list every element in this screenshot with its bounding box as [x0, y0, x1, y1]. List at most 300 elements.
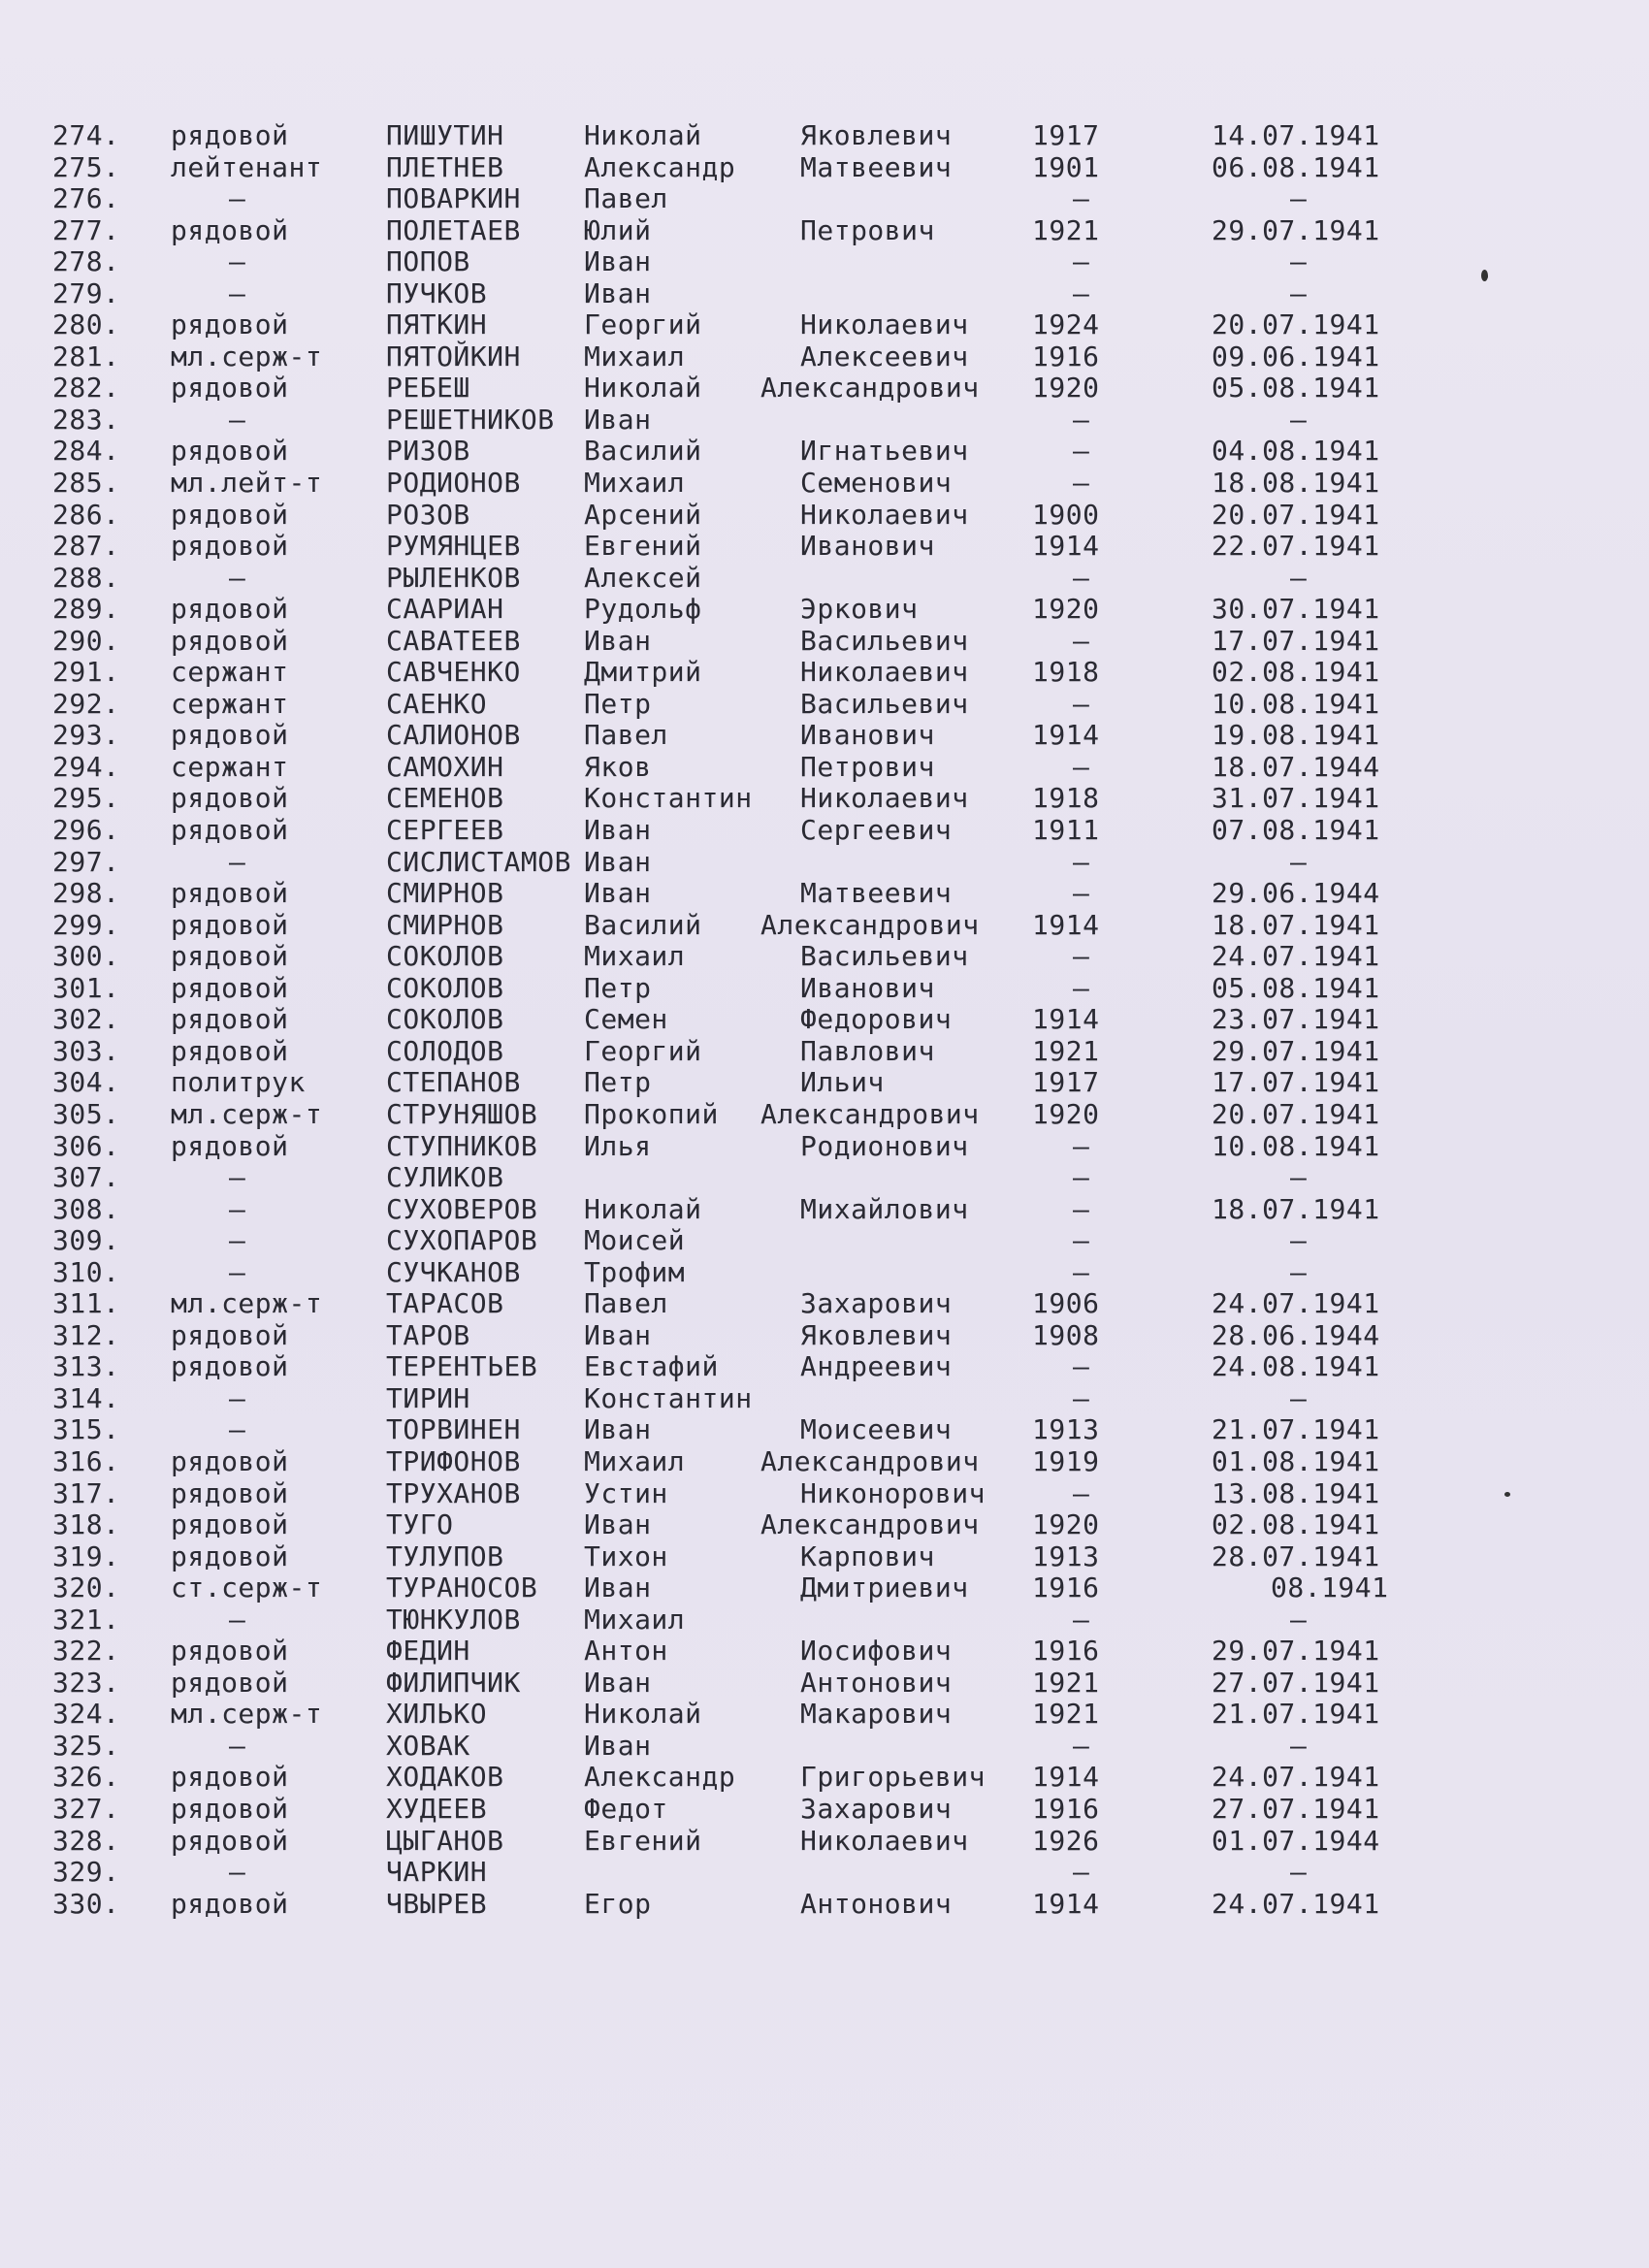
roster-row — [0, 815, 1649, 847]
birth-year: 1914 — [1032, 530, 1100, 563]
military-rank: рядовой — [171, 1476, 289, 1509]
given-name: Иван — [584, 877, 652, 910]
birth-year: – — [1073, 435, 1090, 468]
military-rank: лейтенант — [171, 150, 323, 183]
date-of-loss: – — [1290, 1224, 1308, 1257]
date-of-loss: 18.07.1944 — [1212, 750, 1380, 783]
military-rank: политрук — [171, 1066, 306, 1099]
patronymic: Захарович — [800, 1792, 953, 1825]
roster-row — [0, 878, 1649, 910]
entry-number: 311. — [52, 1287, 120, 1320]
entry-number: 317. — [52, 1476, 120, 1509]
surname: СТРУНЯШОВ — [386, 1097, 538, 1130]
patronymic: Васильевич — [800, 624, 969, 657]
entry-number: 293. — [52, 719, 120, 752]
roster-row — [0, 341, 1649, 373]
surname: СЕМЕНОВ — [386, 782, 504, 815]
birth-year: – — [1073, 624, 1090, 657]
entry-number: 304. — [52, 1066, 120, 1099]
military-rank: – — [229, 276, 246, 309]
patronymic: Яковлевич — [800, 1318, 953, 1351]
surname: ПЯТКИН — [386, 308, 488, 341]
roster-row — [0, 847, 1649, 879]
surname: ХИЛЬКО — [386, 1698, 488, 1731]
patronymic: Александрович — [760, 372, 980, 405]
date-of-loss: – — [1290, 276, 1308, 309]
given-name: Георгий — [584, 1034, 702, 1067]
military-rank: рядовой — [171, 1666, 289, 1699]
given-name: Иван — [584, 1666, 652, 1699]
date-of-loss: – — [1290, 1856, 1308, 1889]
patronymic: Карпович — [800, 1539, 935, 1572]
military-rank: – — [229, 403, 246, 436]
surname: РЫЛЕНКОВ — [386, 561, 521, 594]
given-name: Иван — [584, 814, 652, 847]
surname: ТЕРЕНТЬЕВ — [386, 1350, 538, 1383]
date-of-loss: 22.07.1941 — [1212, 530, 1380, 563]
patronymic: Николаевич — [800, 498, 969, 531]
patronymic: Петрович — [800, 213, 935, 246]
surname: РЕБЕШ — [386, 372, 470, 405]
birth-year: 1914 — [1032, 1761, 1100, 1794]
surname: ПИШУТИН — [386, 119, 504, 151]
entry-number: 286. — [52, 498, 120, 531]
entry-number: 282. — [52, 372, 120, 405]
patronymic: Николаевич — [800, 782, 969, 815]
date-of-loss: – — [1290, 1729, 1308, 1762]
patronymic: Николаевич — [800, 656, 969, 689]
patronymic: Матвеевич — [800, 877, 953, 910]
date-of-loss: – — [1290, 561, 1308, 594]
date-of-loss: 31.07.1941 — [1212, 782, 1380, 815]
surname: ХОВАК — [386, 1729, 470, 1762]
date-of-loss: 14.07.1941 — [1212, 119, 1380, 151]
date-of-loss: 20.07.1941 — [1212, 1097, 1380, 1130]
military-rank: рядовой — [171, 1034, 289, 1067]
surname: ПЯТОЙКИН — [386, 340, 521, 373]
entry-number: 307. — [52, 1161, 120, 1194]
entry-number: 319. — [52, 1539, 120, 1572]
military-rank: рядовой — [171, 1129, 289, 1162]
birth-year: 1914 — [1032, 1887, 1100, 1920]
given-name: Василий — [584, 435, 702, 468]
date-of-loss: 02.08.1941 — [1212, 1508, 1380, 1541]
surname: ЧАРКИН — [386, 1856, 488, 1889]
given-name: Николай — [584, 372, 702, 405]
roster-row — [0, 1099, 1649, 1131]
roster-row — [0, 1320, 1649, 1352]
surname: ПОПОВ — [386, 245, 470, 278]
given-name: Алексей — [584, 561, 702, 594]
birth-year: – — [1073, 1350, 1090, 1383]
military-rank: рядовой — [171, 908, 289, 941]
patronymic: Александрович — [760, 1444, 980, 1477]
birth-year: – — [1073, 1255, 1090, 1288]
birth-year: 1921 — [1032, 1698, 1100, 1731]
roster-row — [0, 941, 1649, 973]
military-rank: рядовой — [171, 1318, 289, 1351]
entry-number: 285. — [52, 467, 120, 500]
given-name: Константин — [584, 1381, 753, 1414]
birth-year: 1913 — [1032, 1413, 1100, 1446]
military-rank: рядовой — [171, 1792, 289, 1825]
patronymic: Александрович — [760, 908, 980, 941]
entry-number: 313. — [52, 1350, 120, 1383]
surname: СУХОВЕРОВ — [386, 1192, 538, 1225]
surname: СЕРГЕЕВ — [386, 814, 504, 847]
military-rank: – — [229, 182, 246, 215]
date-of-loss: 21.07.1941 — [1212, 1413, 1380, 1446]
date-of-loss: 19.08.1941 — [1212, 719, 1380, 752]
roster-row — [0, 1478, 1649, 1510]
roster-row — [0, 1857, 1649, 1889]
entry-number: 298. — [52, 877, 120, 910]
roster-row — [0, 657, 1649, 689]
date-of-loss: 29.07.1941 — [1212, 213, 1380, 246]
birth-year: 1918 — [1032, 656, 1100, 689]
surname: СМИРНОВ — [386, 908, 504, 941]
roster-row — [0, 373, 1649, 405]
given-name: Трофим — [584, 1255, 686, 1288]
birth-year: 1917 — [1032, 119, 1100, 151]
military-rank: ст.серж-т — [171, 1571, 323, 1604]
date-of-loss: 24.08.1941 — [1212, 1350, 1380, 1383]
roster-row — [0, 405, 1649, 437]
birth-year: – — [1073, 276, 1090, 309]
birth-year: – — [1073, 245, 1090, 278]
surname: ПОВАРКИН — [386, 182, 521, 215]
roster-row — [0, 1446, 1649, 1478]
surname: ТАРОВ — [386, 1318, 470, 1351]
birth-year: 1924 — [1032, 308, 1100, 341]
surname: САВЧЕНКО — [386, 656, 521, 689]
scan-speck — [1484, 275, 1488, 278]
roster-row — [0, 1604, 1649, 1636]
date-of-loss: 27.07.1941 — [1212, 1666, 1380, 1699]
military-rank: рядовой — [171, 940, 289, 973]
roster-row — [0, 783, 1649, 815]
entry-number: 324. — [52, 1698, 120, 1731]
roster-row — [0, 1067, 1649, 1099]
given-name: Евстафий — [584, 1350, 719, 1383]
military-rank: рядовой — [171, 971, 289, 1004]
entry-number: 288. — [52, 561, 120, 594]
birth-year: 1921 — [1032, 213, 1100, 246]
roster-row — [0, 626, 1649, 658]
military-rank: рядовой — [171, 1508, 289, 1541]
given-name: Николай — [584, 119, 702, 151]
entry-number: 318. — [52, 1508, 120, 1541]
date-of-loss: 10.08.1941 — [1212, 687, 1380, 720]
surname: ХОДАКОВ — [386, 1761, 504, 1794]
surname: ЧВЫРЕВ — [386, 1887, 488, 1920]
given-name: Евгений — [584, 1824, 702, 1857]
given-name: Иван — [584, 1571, 652, 1604]
roster-row — [0, 120, 1649, 152]
given-name: Иван — [584, 245, 652, 278]
date-of-loss: 17.07.1941 — [1212, 624, 1380, 657]
roster-row — [0, 1383, 1649, 1415]
military-rank: мл.серж-т — [171, 340, 323, 373]
birth-year: 1920 — [1032, 593, 1100, 626]
entry-number: 326. — [52, 1761, 120, 1794]
surname: СУЧКАНОВ — [386, 1255, 521, 1288]
given-name: Федот — [584, 1792, 668, 1825]
birth-year: – — [1073, 845, 1090, 878]
entry-number: 279. — [52, 276, 120, 309]
entry-number: 291. — [52, 656, 120, 689]
roster-row — [0, 1288, 1649, 1320]
military-rank: – — [229, 1161, 246, 1194]
surname: ТРУХАНОВ — [386, 1476, 521, 1509]
birth-year: – — [1073, 750, 1090, 783]
entry-number: 292. — [52, 687, 120, 720]
military-rank: мл.серж-т — [171, 1097, 323, 1130]
military-rank: – — [229, 1255, 246, 1288]
date-of-loss: 17.07.1941 — [1212, 1066, 1380, 1099]
patronymic: Яковлевич — [800, 119, 953, 151]
surname: ФЕДИН — [386, 1635, 470, 1668]
given-name: Михаил — [584, 340, 686, 373]
patronymic: Антонович — [800, 1666, 953, 1699]
roster-row — [0, 1351, 1649, 1383]
given-name: Устин — [584, 1476, 668, 1509]
military-rank: мл.серж-т — [171, 1287, 323, 1320]
surname: СМИРНОВ — [386, 877, 504, 910]
patronymic: Ильич — [800, 1066, 885, 1099]
patronymic: Александрович — [760, 1097, 980, 1130]
birth-year: – — [1073, 1476, 1090, 1509]
military-rank: – — [229, 561, 246, 594]
given-name: Николай — [584, 1698, 702, 1731]
birth-year: 1920 — [1032, 372, 1100, 405]
military-rank: сержант — [171, 656, 289, 689]
patronymic: Андреевич — [800, 1350, 953, 1383]
surname: ТИРИН — [386, 1381, 470, 1414]
roster-row — [0, 531, 1649, 563]
surname: СТУПНИКОВ — [386, 1129, 538, 1162]
birth-year: – — [1073, 687, 1090, 720]
surname: ТЮНКУЛОВ — [386, 1603, 521, 1636]
given-name: Юлий — [584, 213, 652, 246]
date-of-loss: 20.07.1941 — [1212, 308, 1380, 341]
birth-year: – — [1073, 182, 1090, 215]
entry-number: 320. — [52, 1571, 120, 1604]
given-name: Иван — [584, 1508, 652, 1541]
given-name: Рудольф — [584, 593, 702, 626]
birth-year: – — [1073, 1192, 1090, 1225]
entry-number: 281. — [52, 340, 120, 373]
given-name: Николай — [584, 1192, 702, 1225]
given-name: Павел — [584, 1287, 668, 1320]
date-of-loss: 20.07.1941 — [1212, 498, 1380, 531]
entry-number: 329. — [52, 1856, 120, 1889]
patronymic: Николаевич — [800, 308, 969, 341]
patronymic: Александрович — [760, 1508, 980, 1541]
patronymic: Григорьевич — [800, 1761, 986, 1794]
patronymic: Иванович — [800, 530, 935, 563]
surname: РИЗОВ — [386, 435, 470, 468]
roster-row — [0, 468, 1649, 500]
given-name: Илья — [584, 1129, 652, 1162]
entry-number: 277. — [52, 213, 120, 246]
entry-number: 299. — [52, 908, 120, 941]
birth-year: 1913 — [1032, 1539, 1100, 1572]
military-rank: рядовой — [171, 1635, 289, 1668]
entry-number: 301. — [52, 971, 120, 1004]
patronymic: Матвеевич — [800, 150, 953, 183]
given-name: Петр — [584, 1066, 652, 1099]
roster-row — [0, 1257, 1649, 1289]
patronymic: Макарович — [800, 1698, 953, 1731]
entry-number: 323. — [52, 1666, 120, 1699]
roster-row — [0, 436, 1649, 468]
date-of-loss: 29.07.1941 — [1212, 1635, 1380, 1668]
entry-number: 322. — [52, 1635, 120, 1668]
entry-number: 297. — [52, 845, 120, 878]
entry-number: 278. — [52, 245, 120, 278]
given-name: Михаил — [584, 940, 686, 973]
patronymic: Иванович — [800, 719, 935, 752]
patronymic: Моисеевич — [800, 1413, 953, 1446]
birth-year: – — [1073, 971, 1090, 1004]
given-name: Михаил — [584, 1444, 686, 1477]
birth-year: – — [1073, 1381, 1090, 1414]
birth-year: 1916 — [1032, 1635, 1100, 1668]
date-of-loss: 13.08.1941 — [1212, 1476, 1380, 1509]
surname: ТОРВИНЕН — [386, 1413, 521, 1446]
given-name: Егор — [584, 1887, 652, 1920]
patronymic: Дмитриевич — [800, 1571, 969, 1604]
entry-number: 284. — [52, 435, 120, 468]
military-rank: рядовой — [171, 119, 289, 151]
entry-number: 300. — [52, 940, 120, 973]
surname: ХУДЕЕВ — [386, 1792, 488, 1825]
scan-speck — [1504, 1492, 1510, 1497]
entry-number: 327. — [52, 1792, 120, 1825]
military-rank: – — [229, 1603, 246, 1636]
surname: САВАТЕЕВ — [386, 624, 521, 657]
date-of-loss: 18.08.1941 — [1212, 467, 1380, 500]
entry-number: 283. — [52, 403, 120, 436]
military-rank: рядовой — [171, 1539, 289, 1572]
surname: СААРИАН — [386, 593, 504, 626]
entry-number: 316. — [52, 1444, 120, 1477]
military-rank: рядовой — [171, 372, 289, 405]
birth-year: – — [1073, 940, 1090, 973]
birth-year: 1901 — [1032, 150, 1100, 183]
patronymic: Антонович — [800, 1887, 953, 1920]
military-rank: рядовой — [171, 1350, 289, 1383]
birth-year: 1917 — [1032, 1066, 1100, 1099]
roster-row — [0, 1636, 1649, 1668]
roster-row — [0, 183, 1649, 215]
entry-number: 312. — [52, 1318, 120, 1351]
surname: РУМЯНЦЕВ — [386, 530, 521, 563]
given-name: Иван — [584, 1413, 652, 1446]
roster-row — [0, 1731, 1649, 1763]
birth-year: 1920 — [1032, 1097, 1100, 1130]
patronymic: Захарович — [800, 1287, 953, 1320]
given-name: Павел — [584, 182, 668, 215]
birth-year: 1914 — [1032, 1003, 1100, 1036]
birth-year: – — [1073, 467, 1090, 500]
date-of-loss: – — [1290, 1255, 1308, 1288]
entry-number: 315. — [52, 1413, 120, 1446]
surname: ТУРАНОСОВ — [386, 1571, 538, 1604]
entry-number: 306. — [52, 1129, 120, 1162]
birth-year: – — [1073, 561, 1090, 594]
date-of-loss: 08.1941 — [1271, 1571, 1389, 1604]
birth-year: 1926 — [1032, 1824, 1100, 1857]
entry-number: 310. — [52, 1255, 120, 1288]
given-name: Антон — [584, 1635, 668, 1668]
date-of-loss: 27.07.1941 — [1212, 1792, 1380, 1825]
birth-year: 1916 — [1032, 1571, 1100, 1604]
military-rank: – — [229, 1224, 246, 1257]
military-rank: – — [229, 1413, 246, 1446]
birth-year: – — [1073, 877, 1090, 910]
surname: ПОЛЕТАЕВ — [386, 213, 521, 246]
given-name: Петр — [584, 971, 652, 1004]
military-rank: рядовой — [171, 213, 289, 246]
patronymic: Васильевич — [800, 687, 969, 720]
given-name: Иван — [584, 1729, 652, 1762]
date-of-loss: – — [1290, 1381, 1308, 1414]
surname: ТРИФОНОВ — [386, 1444, 521, 1477]
roster-row — [0, 1762, 1649, 1794]
roster-row — [0, 1826, 1649, 1858]
date-of-loss: 01.07.1944 — [1212, 1824, 1380, 1857]
roster-row — [0, 1794, 1649, 1826]
given-name: Василий — [584, 908, 702, 941]
military-rank: рядовой — [171, 498, 289, 531]
given-name: Иван — [584, 403, 652, 436]
roster-row — [0, 594, 1649, 626]
birth-year: – — [1073, 1161, 1090, 1194]
military-rank: – — [229, 245, 246, 278]
military-rank: – — [229, 1729, 246, 1762]
birth-year: – — [1073, 1129, 1090, 1162]
given-name: Семен — [584, 1003, 668, 1036]
entry-number: 328. — [52, 1824, 120, 1857]
given-name: Иван — [584, 845, 652, 878]
military-rank: – — [229, 1381, 246, 1414]
given-name: Александр — [584, 150, 736, 183]
military-rank: рядовой — [171, 624, 289, 657]
date-of-loss: 29.07.1941 — [1212, 1034, 1380, 1067]
given-name: Георгий — [584, 308, 702, 341]
given-name: Михаил — [584, 1603, 686, 1636]
entry-number: 295. — [52, 782, 120, 815]
military-rank: рядовой — [171, 1887, 289, 1920]
birth-year: – — [1073, 403, 1090, 436]
given-name: Арсений — [584, 498, 702, 531]
patronymic: Федорович — [800, 1003, 953, 1036]
roster-row — [0, 1572, 1649, 1604]
military-rank: мл.лейт-т — [171, 467, 323, 500]
surname: СУХОПАРОВ — [386, 1224, 538, 1257]
entry-number: 294. — [52, 750, 120, 783]
entry-number: 325. — [52, 1729, 120, 1762]
birth-year: – — [1073, 1729, 1090, 1762]
patronymic: Алексеевич — [800, 340, 969, 373]
birth-year: – — [1073, 1603, 1090, 1636]
roster-row — [0, 309, 1649, 341]
roster-row — [0, 500, 1649, 532]
surname: СОКОЛОВ — [386, 971, 504, 1004]
entry-number: 314. — [52, 1381, 120, 1414]
